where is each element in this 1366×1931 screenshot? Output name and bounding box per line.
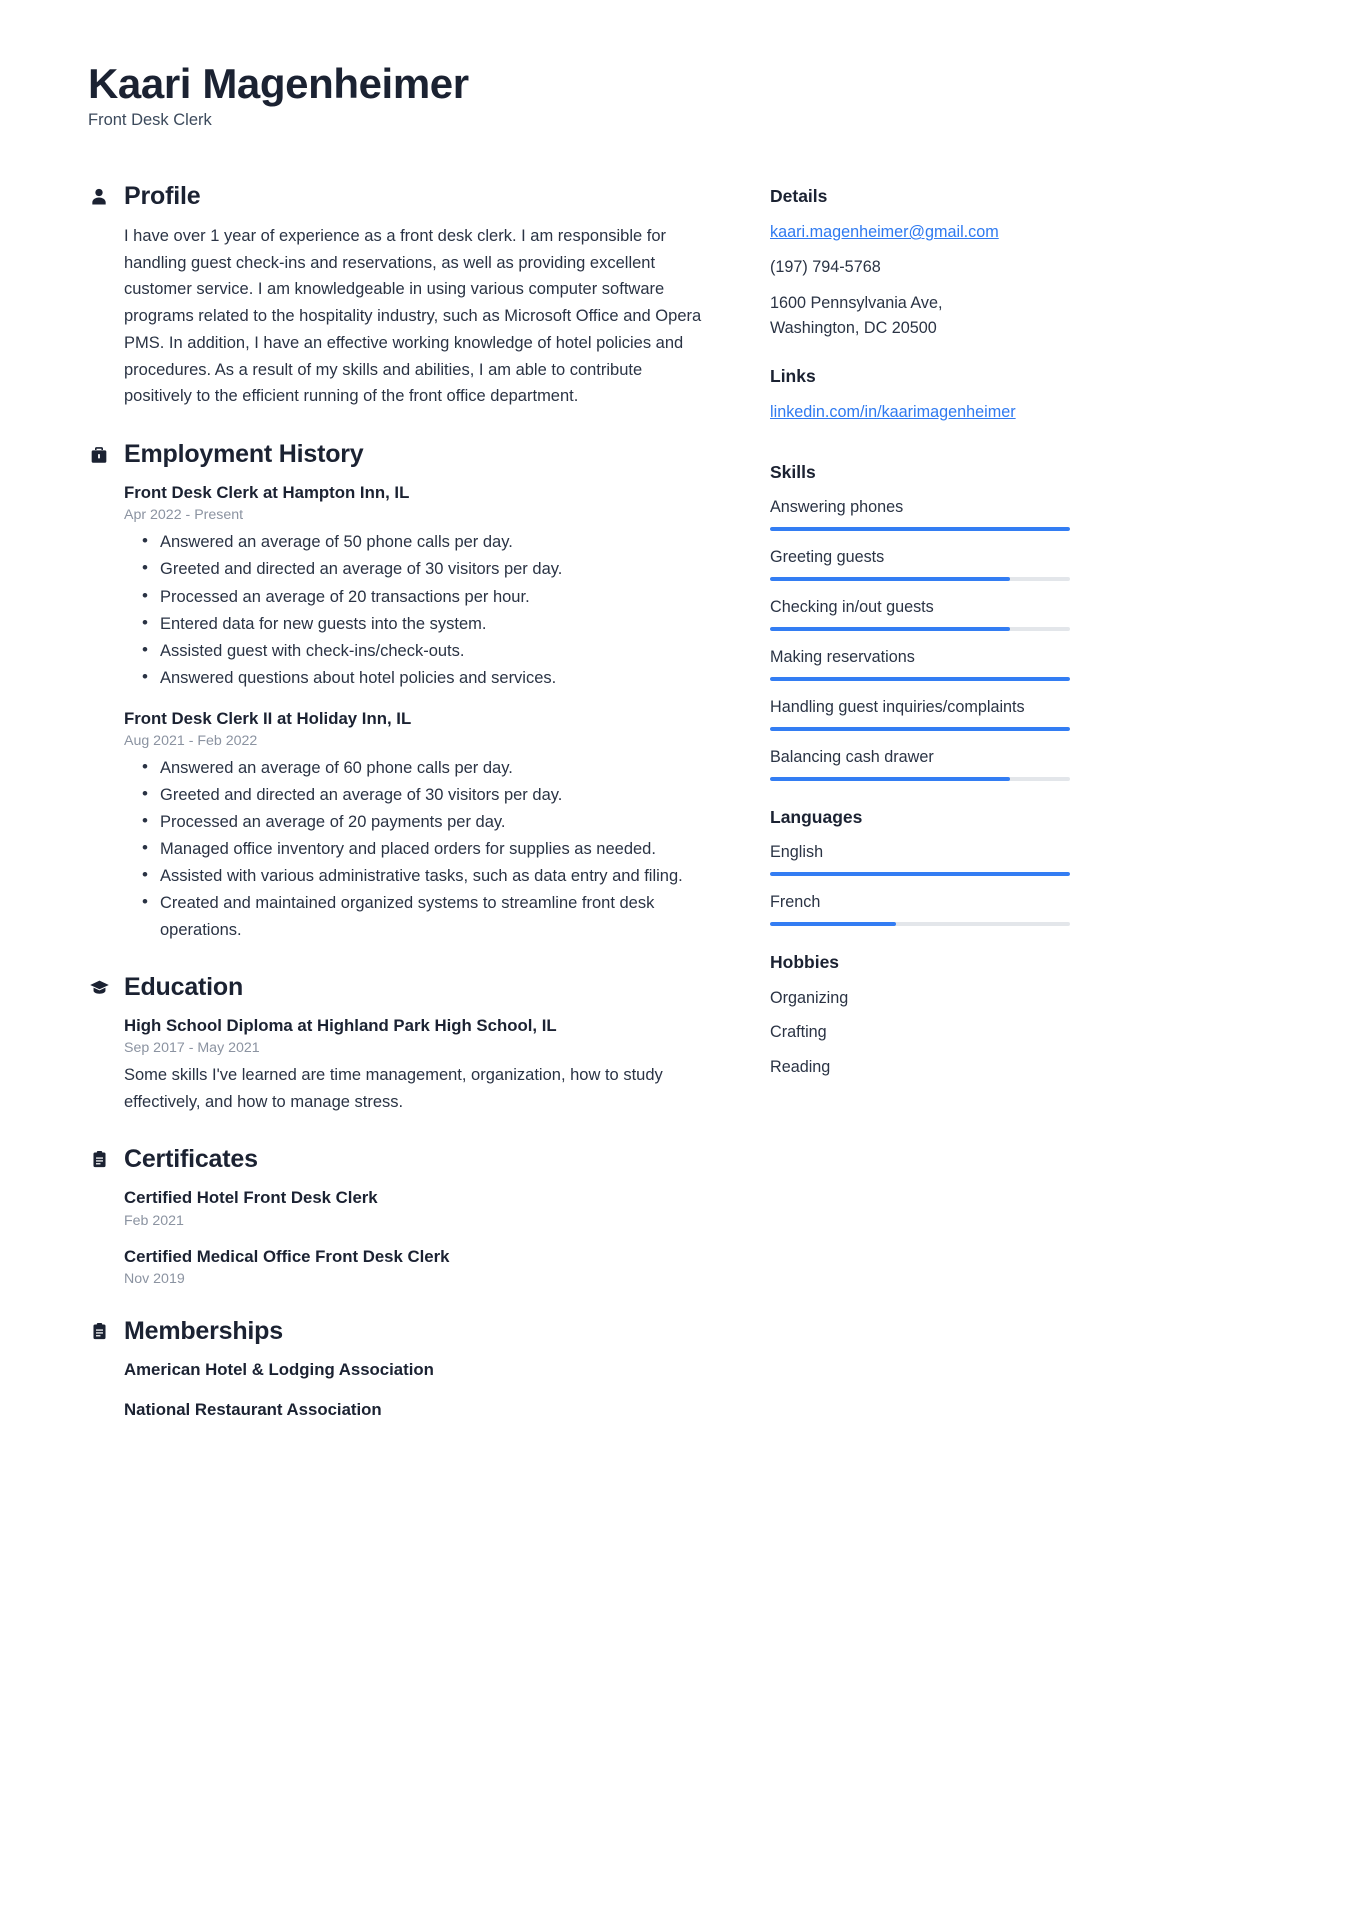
language-rating-bar: [770, 922, 1070, 926]
skill-label: Handling guest inquiries/complaints: [770, 697, 1025, 716]
hobby-item: Crafting: [770, 1023, 827, 1042]
skill-rating-fill: [770, 577, 1010, 581]
skill-item: [770, 596, 1070, 631]
list-item: • Answered an average of 60 phone calls per day.: [124, 755, 708, 781]
education-entry: [124, 1014, 708, 1116]
email-link[interactable]: kaari.magenheimer@gmail.com: [770, 223, 999, 242]
section-employment: [88, 440, 708, 943]
language-label: English: [770, 842, 824, 861]
sidebar-hobbies-title: Hobbies: [770, 951, 840, 972]
skill-label: Balancing cash drawer: [770, 747, 934, 766]
education-degree: High School Diploma at Highland Park High School, IL: [124, 1015, 557, 1035]
sidebar-details: [770, 186, 1070, 340]
employment-job-date: Aug 2021 - Feb 2022: [124, 733, 258, 750]
section-profile-body: [88, 223, 708, 410]
sidebar-skills: [770, 462, 1070, 781]
profile-text: I have over 1 year of experience as a front desk clerk. I am responsible for handling guest check-ins and reservations, as well as providing excellent customer service. I am knowledgeable in using various computer software programs related to the hospitality industry, such as Microsoft Office and Opera PMS. In addition, I have an effective working knowledge of hotel policies and procedures. As a result of my skills and abilities, I am able to contribute positively to the efficient running of the front office department.: [124, 227, 702, 406]
language-rating-fill: [770, 872, 1070, 876]
graduation-cap-icon: [88, 976, 110, 998]
section-memberships: [88, 1317, 708, 1423]
certificate-name: Certified Hotel Front Desk Clerk: [124, 1188, 378, 1208]
language-rating-bar: [770, 872, 1070, 876]
sidebar-hobbies: [770, 952, 1070, 1080]
education-date: Sep 2017 - May 2021: [124, 1039, 260, 1056]
skill-label: Greeting guests: [770, 547, 885, 566]
section-certificates-body: [88, 1186, 708, 1287]
section-employment-body: [88, 481, 708, 943]
hobby-item: Organizing: [770, 988, 849, 1007]
sidebar-links-title: Links: [770, 366, 816, 387]
employment-job-title: Front Desk Clerk II at Holiday Inn, IL: [124, 708, 412, 728]
skill-rating-bar: [770, 527, 1070, 531]
phone-number: (197) 794-5768: [770, 258, 881, 277]
employment-entry: [124, 481, 708, 691]
certificate-date: Nov 2019: [124, 1271, 185, 1288]
membership-name: National Restaurant Association: [124, 1400, 382, 1420]
list-item: • Greeted and directed an average of 30 visitors per day.: [124, 782, 708, 808]
employment-bullet-list: [124, 755, 708, 942]
list-item: • Entered data for new guests into the system.: [124, 611, 708, 637]
list-item: • Created and maintained organized systems to streamline front desk operations.: [124, 890, 708, 942]
briefcase-icon: [88, 444, 110, 466]
skill-rating-bar: [770, 727, 1070, 731]
section-memberships-title: Memberships: [124, 1317, 283, 1346]
sidebar-languages-title: Languages: [770, 806, 863, 827]
skill-label: Answering phones: [770, 497, 904, 516]
membership-name: American Hotel & Lodging Association: [124, 1360, 434, 1380]
clipboard-icon: [88, 1321, 110, 1343]
skill-label: Checking in/out guests: [770, 597, 934, 616]
list-item: • Assisted with various administrative tasks, such as data entry and filing.: [124, 863, 708, 889]
skill-item: [770, 546, 1070, 581]
section-education-header: [88, 973, 708, 1002]
sidebar-links: [770, 366, 1070, 435]
list-item: • Greeted and directed an average of 30 visitors per day.: [124, 556, 708, 582]
membership-entry: [124, 1358, 708, 1382]
address-line-2: Washington, DC 20500: [770, 318, 937, 337]
clipboard-icon: [88, 1149, 110, 1171]
section-education-title: Education: [124, 972, 244, 1001]
skill-item: [770, 696, 1070, 731]
list-item: • Processed an average of 20 transactions per hour.: [124, 584, 708, 610]
section-profile-header: [88, 182, 708, 211]
language-item: [770, 891, 1070, 926]
list-item: • Assisted guest with check-ins/check-outs.: [124, 638, 708, 664]
skill-rating-bar: [770, 677, 1070, 681]
list-item: • Managed office inventory and placed orders for supplies as needed.: [124, 836, 708, 862]
skill-item: [770, 646, 1070, 681]
skill-rating-fill: [770, 527, 1070, 531]
section-employment-title: Employment History: [124, 440, 364, 469]
employment-bullet-list: [124, 529, 708, 690]
skill-rating-bar: [770, 627, 1070, 631]
linkedin-link[interactable]: linkedin.com/in/kaarimagenheimer: [770, 403, 1016, 422]
skill-item: [770, 496, 1070, 531]
sidebar-skills-title: Skills: [770, 461, 816, 482]
language-item: [770, 841, 1070, 876]
skill-rating-bar: [770, 777, 1070, 781]
candidate-name: Kaari Magenheimer: [88, 60, 469, 107]
list-item: • Answered questions about hotel policies and services.: [124, 665, 708, 691]
section-certificates: [88, 1145, 708, 1287]
list-item: • Processed an average of 20 payments per day.: [124, 809, 708, 835]
section-memberships-header: [88, 1317, 708, 1346]
section-profile: [88, 182, 708, 410]
resume-header: [88, 60, 1278, 130]
main-column: [88, 182, 708, 1453]
section-memberships-body: [88, 1358, 708, 1423]
language-label: French: [770, 892, 821, 911]
address-line-1: 1600 Pennsylvania Ave,: [770, 293, 943, 312]
certificate-entry: [124, 1245, 708, 1287]
certificate-date: Feb 2021: [124, 1212, 184, 1229]
language-rating-fill: [770, 922, 896, 926]
sidebar-languages: [770, 807, 1070, 926]
user-icon: [88, 186, 110, 208]
skill-rating-fill: [770, 727, 1070, 731]
certificate-name: Certified Medical Office Front Desk Clerk: [124, 1246, 450, 1266]
skill-label: Making reservations: [770, 647, 915, 666]
skill-item: [770, 746, 1070, 781]
skill-rating-fill: [770, 677, 1070, 681]
employment-job-title: Front Desk Clerk at Hampton Inn, IL: [124, 483, 410, 503]
skill-rating-fill: [770, 627, 1010, 631]
resume-body: [88, 182, 1278, 1453]
employment-entry: [124, 707, 708, 943]
list-item: • Answered an average of 50 phone calls per day.: [124, 529, 708, 555]
candidate-job-title: Front Desk Clerk: [88, 111, 212, 130]
education-description: Some skills I've learned are time management, organization, how to study effectively, and how to manage stress.: [124, 1065, 663, 1111]
section-education-body: [88, 1014, 708, 1116]
employment-job-date: Apr 2022 - Present: [124, 507, 244, 524]
membership-entry: [124, 1398, 708, 1422]
section-certificates-title: Certificates: [124, 1145, 258, 1174]
skill-rating-bar: [770, 577, 1070, 581]
section-certificates-header: [88, 1145, 708, 1174]
skill-rating-fill: [770, 777, 1010, 781]
address: [770, 291, 1070, 340]
section-education: [88, 973, 708, 1116]
sidebar-details-title: Details: [770, 186, 828, 207]
section-employment-header: [88, 440, 708, 469]
sidebar-column: [770, 182, 1070, 1106]
hobby-item: Reading: [770, 1058, 831, 1076]
certificate-entry: [124, 1186, 708, 1228]
section-profile-title: Profile: [124, 182, 201, 211]
